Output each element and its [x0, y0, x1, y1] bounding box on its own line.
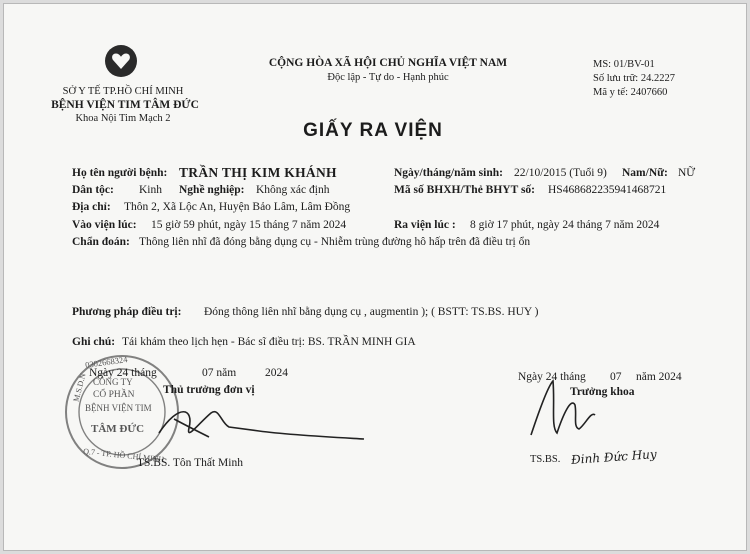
treatment-label: Phương pháp điều trị:	[72, 306, 182, 318]
dob-value: 22/10/2015 (Tuổi 9)	[514, 167, 607, 179]
job-label: Nghề nghiệp:	[179, 184, 245, 196]
form-code: MS: 01/BV-01	[593, 59, 655, 70]
page-title: GIẤY RA VIỆN	[303, 120, 443, 141]
right-signature	[513, 375, 633, 445]
note-value: Tái khám theo lịch hẹn - Bác sĩ điều trị: BS. TRẦN MINH GIA	[122, 336, 416, 348]
left-date-day: Ngày 24 tháng	[89, 367, 157, 379]
right-date-year: năm 2024	[636, 371, 682, 383]
treatment-value: Đóng thông liên nhĩ bằng dụng cụ , augmentin ); ( BSTT: TS.BS. HUY )	[204, 306, 539, 318]
national-motto: Độc lập - Tự do - Hạnh phúc	[327, 72, 449, 83]
left-date-month: 07 năm	[202, 367, 237, 379]
stamp-line-3: BỆNH VIỆN TIM	[85, 403, 152, 413]
insurance-label: Mã số BHXH/Thẻ BHYT số:	[394, 184, 535, 196]
country-name: CỘNG HÒA XÃ HỘI CHỦ NGHĨA VIỆT NAM	[268, 57, 508, 69]
stamp-ring-bottom: Q.7 - TP. HỒ CHÍ MINH	[82, 446, 165, 465]
hospital-logo-heart-icon	[104, 44, 138, 78]
left-signature	[139, 393, 369, 453]
address-label: Địa chỉ:	[72, 201, 111, 213]
medical-code: Mã y tế: 2407660	[593, 87, 668, 98]
patient-name: TRẦN THỊ KIM KHÁNH	[179, 165, 337, 180]
insurance-value: HS4686822359414687​21	[548, 184, 667, 196]
department-name: SỞ Y TẾ TP.HỒ CHÍ MINH	[62, 86, 184, 97]
sex-label: Nam/Nữ:	[622, 167, 668, 179]
note-label: Ghi chú:	[72, 336, 116, 348]
ethnic-value: Kinh	[139, 184, 162, 196]
left-signer: TS.BS. Tôn Thất Minh	[137, 457, 243, 469]
admit-label: Vào viện lúc:	[72, 219, 137, 231]
dob-label: Ngày/tháng/năm sinh:	[394, 167, 503, 179]
diagnosis-label: Chẩn đoán:	[72, 236, 130, 248]
patient-name-label: Họ tên người bệnh:	[72, 167, 168, 179]
ethnic-label: Dân tộc:	[72, 184, 114, 196]
stamp-line-2: CỔ PHẦN	[93, 390, 135, 400]
stamp-line-4: TÂM ĐỨC	[91, 423, 145, 435]
left-date-year: 2024	[265, 367, 288, 379]
stamp-line-1: CÔNG TY	[93, 377, 133, 387]
discharge-value: 8 giờ 17 phút, ngày 24 tháng 7 năm 2024	[470, 219, 660, 231]
diagnosis-value: Thông liên nhĩ đã đóng bằng dụng cụ - Nhiễm trùng đường hô hấp trên đã điều trị ổn	[139, 236, 531, 248]
stamp-code: 0302668324	[84, 354, 128, 370]
discharge-label: Ra viện lúc :	[394, 219, 456, 231]
right-signer-script: Đinh Đức Huy	[570, 447, 658, 467]
stamp-ring-left: M.S.D.N	[71, 372, 88, 403]
address-value: Thôn 2, Xã Lộc An, Huyện Bảo Lâm, Lâm Đồng	[124, 201, 351, 213]
discharge-paper	[3, 3, 747, 551]
right-role: Trưởng khoa	[570, 386, 635, 398]
hospital-name: BỆNH VIỆN TIM TÂM ĐỨC	[51, 99, 199, 111]
sex-value: NỮ	[678, 167, 696, 179]
right-signer-prefix: TS.BS.	[530, 454, 561, 465]
admit-value: 15 giờ 59 phút, ngày 15 tháng 7 năm 2024	[151, 219, 347, 231]
left-role: Thủ trưởng đơn vị	[163, 384, 255, 396]
archive-number: Số lưu trữ: 24.2227	[593, 73, 675, 84]
right-date-day: Ngày 24 tháng	[518, 371, 586, 383]
unit-name: Khoa Nội Tim Mạch 2	[75, 113, 171, 124]
right-date-month: 07	[610, 371, 622, 383]
job-value: Không xác định	[256, 184, 330, 196]
